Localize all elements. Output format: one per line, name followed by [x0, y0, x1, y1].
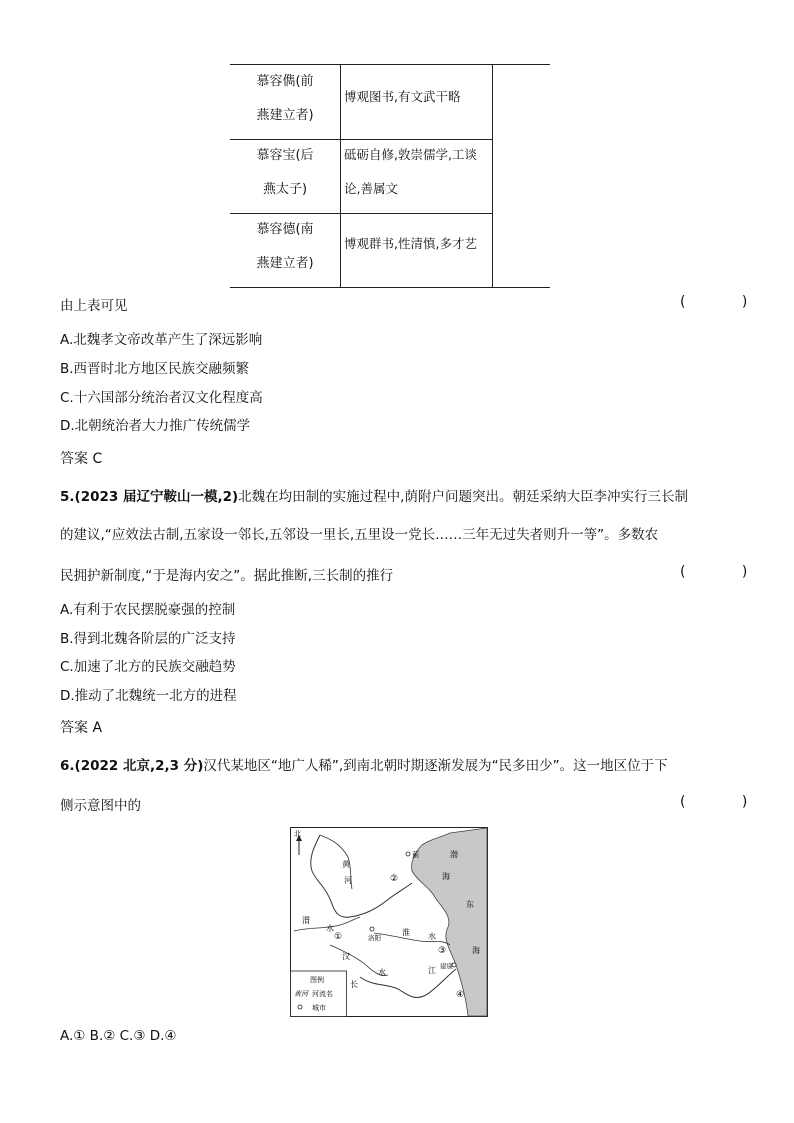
map-svg: [290, 827, 488, 1017]
answer-blank: ( ): [680, 794, 774, 810]
legend-river-sample: 黄河: [294, 990, 308, 998]
dynasty-table: [230, 64, 550, 288]
question-source: 6.(2022 北京,2,3 分): [60, 758, 204, 774]
legend-title: 图例: [310, 976, 324, 984]
question-5-line1: [60, 485, 688, 505]
north-label: 北: [294, 830, 301, 838]
map-label: 渤: [450, 850, 458, 859]
city-label-ji: 蓟: [412, 851, 419, 859]
city-marker: [370, 927, 374, 931]
region-1: ①: [334, 932, 343, 942]
map-label: 江: [428, 966, 436, 975]
option-a: A.有利于农民摆脱豪强的控制: [60, 602, 236, 618]
map-label: 海: [442, 872, 450, 881]
table-column-divider: [492, 64, 493, 288]
map-label: 水: [326, 924, 334, 933]
legend-city-label: 城市: [312, 1004, 326, 1012]
question-6-line1: [60, 754, 668, 774]
table-cell-name: 燕建立者): [256, 108, 314, 123]
legend-city-marker: [298, 1005, 302, 1009]
table-cell-desc: 博观群书,性清慎,多才艺: [344, 236, 477, 251]
answer-line: 答案 A: [60, 720, 103, 736]
question-text: 北魏在均田制的实施过程中,荫附户问题突出。朝廷采纳大臣李冲实行三长制: [238, 489, 688, 505]
table-cell-name: 慕容儁(前: [256, 74, 314, 89]
map-label: 水: [428, 932, 436, 941]
table-cell-desc: 砥砺自修,敦崇儒学,工谈: [344, 147, 477, 162]
map-label: 汉: [342, 952, 350, 961]
question-5-line3: 民拥护新制度,“于是海内安之”。据此推断,三长制的推行: [60, 568, 394, 584]
option-d: D.北朝统治者大力推广传统儒学: [60, 418, 251, 434]
table-cell-desc: 论,善属文: [344, 181, 398, 196]
table-cell-name: 燕太子): [262, 182, 308, 197]
map-label: 黄: [342, 860, 350, 869]
map-label: 渭: [302, 916, 310, 925]
option-c: C.十六国部分统治者汉文化程度高: [60, 390, 263, 406]
answer-line: 答案 C: [60, 451, 103, 467]
table-column-divider: [340, 64, 341, 288]
answer-blank: ( ): [680, 294, 774, 310]
map-label: 河: [344, 876, 352, 885]
question-6-options: A.① B.② C.③ D.④: [60, 1028, 177, 1044]
answer-blank: ( ): [680, 564, 774, 580]
table-bottom-rule: [230, 287, 550, 288]
question-text: 汉代某地区“地广人稀”,到南北朝时期逐渐发展为“民多田少”。这一地区位于下: [203, 758, 668, 774]
option-d: D.推动了北魏统一北方的进程: [60, 688, 237, 704]
region-2: ②: [390, 874, 399, 884]
legend-river-label: 河流名: [312, 990, 333, 998]
map-label: 淮: [402, 928, 410, 937]
question-5-line2: 的建议,“应效法古制,五家设一邻长,五邻设一里长,五里设一党长……三年无过失者则升一等”。多数农: [60, 527, 659, 543]
map-label: 东: [466, 900, 474, 909]
city-marker: [406, 852, 410, 856]
map-label: 水: [378, 968, 386, 977]
question-stem: 由上表可见: [60, 298, 128, 314]
table-cell-desc: 博观图书,有文武干略: [344, 89, 461, 104]
map-figure: [290, 827, 488, 1017]
map-label: 长: [350, 980, 358, 989]
option-c: C.加速了北方的民族交融趋势: [60, 659, 236, 675]
city-label-luoyang: 洛阳: [368, 934, 381, 942]
table-cell-name: 慕容宝(后: [256, 148, 314, 163]
city-label-jiankang: 建康: [440, 962, 453, 970]
map-label: 海: [472, 946, 480, 955]
option-b: B.得到北魏各阶层的广泛支持: [60, 631, 236, 647]
option-a: A.北魏孝文帝改革产生了深远影响: [60, 332, 263, 348]
table-cell-name: 燕建立者): [256, 256, 314, 271]
table-cell-name: 慕容德(南: [256, 222, 314, 237]
region-3: ③: [438, 946, 447, 956]
region-4: ④: [456, 990, 465, 1000]
option-b: B.西晋时北方地区民族交融频繁: [60, 361, 250, 377]
question-6-line2: 侧示意图中的: [60, 798, 141, 814]
question-source: 5.(2023 届辽宁鞍山一模,2): [60, 489, 239, 505]
